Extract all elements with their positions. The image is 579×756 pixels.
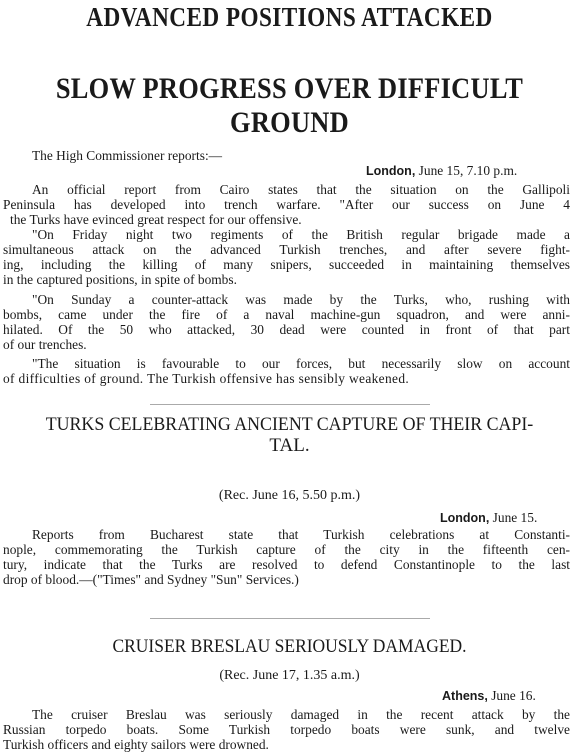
story2-line: Reports from Bucharest state that Turkish celebrations at Constanti-	[32, 527, 570, 542]
headline-secondary: SLOW PROGRESS OVER DIFFICULT GROUND	[55, 72, 524, 139]
story3-line: Turkish officers and eighty sailors were drowned.	[3, 737, 269, 752]
divider	[150, 404, 430, 405]
story1-line: of difficulties of ground. The Turkish offensive has sensibly weakened.	[3, 371, 410, 386]
story1-line: hilated. Of the 50 who attacked, 30 dead were counted in front of that part	[3, 322, 570, 337]
story1-line: in the captured positions, in spite of bombs.	[3, 272, 237, 287]
headline-primary: ADVANCED POSITIONS ATTACKED	[86, 2, 493, 32]
story2-line: drop of blood.—("Times" and Sydney "Sun" Services.)	[3, 572, 299, 587]
story1-line: of our trenches.	[3, 337, 87, 352]
story2-received: (Rec. June 16, 5.50 p.m.)	[218, 488, 361, 503]
story3-date: June 16.	[491, 688, 536, 703]
story2-line: nople, commemorating the Turkish capture of the city in the fifteenth cen-	[3, 542, 570, 557]
story1-line: simultaneous attack on the advanced Turkish trenches, and after severe fight-	[3, 242, 570, 257]
story1-line: "On Friday night two regiments of the British regular brigade made a	[32, 227, 570, 242]
story2-heading-line2: TAL.	[269, 435, 310, 456]
story1-line: An official report from Cairo states that the situation on the Gallipoli	[32, 182, 570, 197]
story1-line: "The situation is favourable to our forces, but necessarily slow on account	[32, 356, 570, 371]
story2-heading-line1: TURKS CELEBRATING ANCIENT CAPTURE OF THEIR CAPI-	[45, 414, 534, 435]
divider	[150, 618, 430, 619]
story1-line: bombs, came under the fire of a naval machine-gun squadron, and were anni-	[3, 307, 570, 322]
story3-line: Russian torpedo boats. Some Turkish torpedo boats were sunk, and twelve	[3, 722, 570, 737]
story1-line: Peninsula has developed into trench warfare. "After our success on June 4	[3, 197, 570, 212]
story1-dateline	[366, 163, 517, 179]
story2-date: June 15.	[492, 510, 538, 525]
story1-place: London,	[366, 164, 416, 178]
story2-dateline	[440, 510, 537, 526]
story3-dateline	[442, 688, 536, 704]
story1-intro: The High Commissioner reports:—	[32, 148, 223, 163]
story3-line: The cruiser Breslau was seriously damaged in the recent attack by the	[32, 707, 570, 722]
story3-heading: CRUISER BRESLAU SERIOUSLY DAMAGED.	[112, 636, 467, 657]
story3-received: (Rec. June 17, 1.35 a.m.)	[219, 668, 360, 683]
story1-line: "On Sunday a counter-attack was made by the Turks, who, rushing with	[32, 292, 570, 307]
story3-place: Athens,	[442, 689, 488, 703]
story2-line: tury, indicate that the Turks are resolved to defend Constantinople to the last	[3, 557, 570, 572]
story1-line: ing, including the killing of many snipers, succeeded in maintaining themselves	[3, 257, 570, 272]
story1-date: June 15, 7.10 p.m.	[418, 163, 518, 178]
story1-line: the Turks have evinced great respect for our offensive.	[10, 212, 302, 227]
story2-place: London,	[440, 511, 490, 525]
